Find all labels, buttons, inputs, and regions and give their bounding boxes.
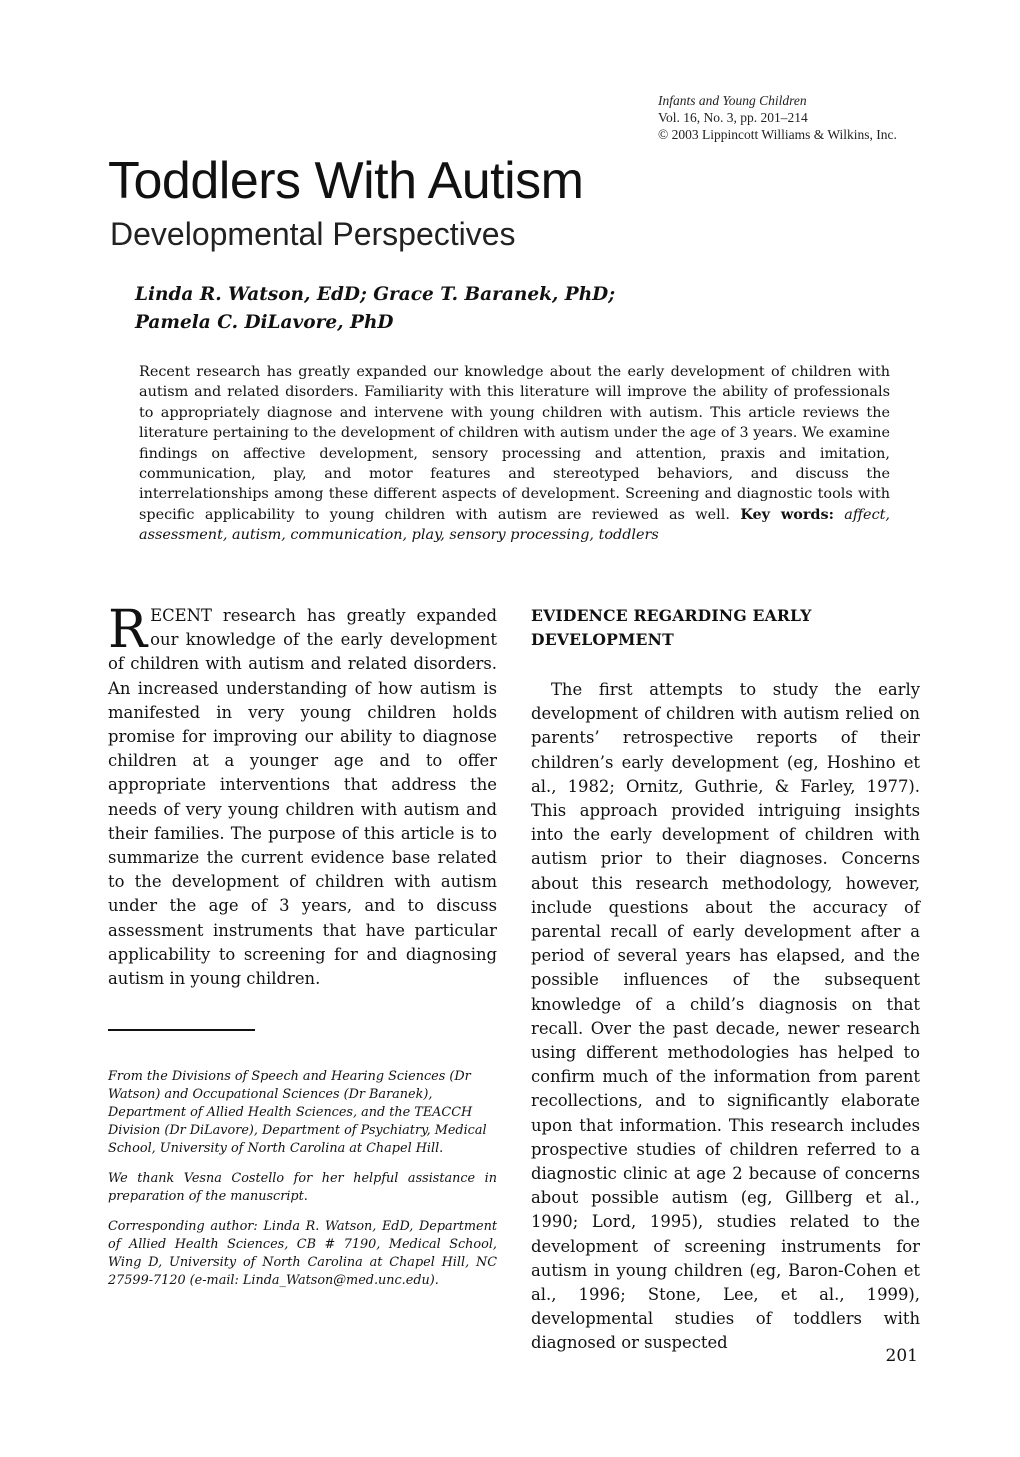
keywords: affect, assessment, autism, communication, play, sensory processing, toddlers <box>139 506 890 544</box>
left-column <box>108 600 497 991</box>
footnote-correspondence: Corresponding author: Linda R. Watson, EdD, Department of Allied Health Sciences, CB # 7190, Medical School, Wing D, University of North Carolina at Chapel Hill, NC 27599-7120 (e-mail: Linda_Watson@med.unc.edu). <box>108 1219 497 1288</box>
footnote-thanks: We thank Vesna Costello for her helpful assistance in preparation of the manuscript. <box>108 1171 497 1204</box>
intro-caps: ECENT <box>150 606 212 625</box>
journal-citation <box>658 92 998 143</box>
article-title: Toddlers With Autism <box>108 152 584 210</box>
drop-cap: R <box>108 600 148 660</box>
abstract <box>139 362 890 546</box>
authors-line-1: Linda R. Watson, EdD; Grace T. Baranek, PhD; <box>135 284 616 305</box>
footnotes <box>108 1068 497 1302</box>
intro-paragraph <box>108 600 497 991</box>
article-subtitle: Developmental Perspectives <box>110 216 516 252</box>
section-paragraph: The first attempts to study the early development of children with autism relied on parents’ retrospective reports of their children’s early development (eg, Hoshino et al., 1982; Ornitz, Guthrie, & Farley, 1977). This approach provided intriguing insights into the early development of children with autism prior to their diagnoses. Concerns about this research methodology, however, include questions about the accuracy of parental recall of early development after a period of several years has elapsed, and the possible influences of the subsequent knowledge of a child’s diagnosis on that recall. Over the past decade, newer research using different methodologies has helped to confirm much of the information from parent recollections, and to significantly elaborate upon that information. This research includes prospective studies of children referred to a diagnostic clinic at age 2 because of concerns about possible autism (eg, Gillberg et al., 1990; Lord, 1995), studies related to the development of screening instruments for autism in young children (eg, Baron-Cohen et al., 1996; Stone, Lee, et al., 1999), developmental studies of toddlers with diagnosed or suspected <box>531 680 920 1353</box>
authors-line-2: Pamela C. DiLavore, PhD <box>135 312 394 333</box>
section-heading: EVIDENCE REGARDING EARLY DEVELOPMENT <box>531 606 812 649</box>
abstract-text: Recent research has greatly expanded our knowledge about the early development of children with autism and related disorders. Familiarity with this literature will improve the ability of professionals to appropriately diagnose and intervene with young children with autism. This article reviews the literature pertaining to the development of children with autism under the age of 3 years. We examine findings on affective development, sensory processing and attention, praxis and imitation, communication, play, and motor features and stereotyped behaviors, and discuss the interrelationships among these different aspects of development. Screening and diagnostic tools with specific applicability to young children with autism are reviewed as well. <box>139 364 890 523</box>
footnote-affiliation: From the Divisions of Speech and Hearing Sciences (Dr Watson) and Occupational Sciences (Dr Baranek), Department of Allied Health Sciences, and the TEACCH Division (Dr DiLavore), Department of Psychiatry, Medical School, University of North Carolina at Chapel Hill. <box>108 1069 487 1156</box>
page-number: 201 <box>885 1346 918 1366</box>
journal-name: Infants and Young Children <box>658 93 807 108</box>
keywords-label: Key words: <box>740 505 834 523</box>
footnote-rule <box>108 1029 255 1031</box>
journal-volume: Vol. 16, No. 3, pp. 201–214 <box>658 110 808 125</box>
author-list <box>135 281 895 337</box>
journal-copyright: © 2003 Lippincott Williams & Wilkins, Inc. <box>658 127 897 142</box>
intro-text: research has greatly expanded our knowledge of the early development of children with autism and related disorders. An increased understanding of how autism is manifested in very young children holds promise for improving our ability to diagnose children at a younger age and to offer appropriate interventions that address the needs of very young children with autism and their families. The purpose of this article is to summarize the current evidence base related to the development of children with autism under the age of 3 years, and to discuss assessment instruments that have particular applicability to screening for and diagnosing autism in young children. <box>108 606 497 989</box>
right-column <box>531 604 920 1356</box>
